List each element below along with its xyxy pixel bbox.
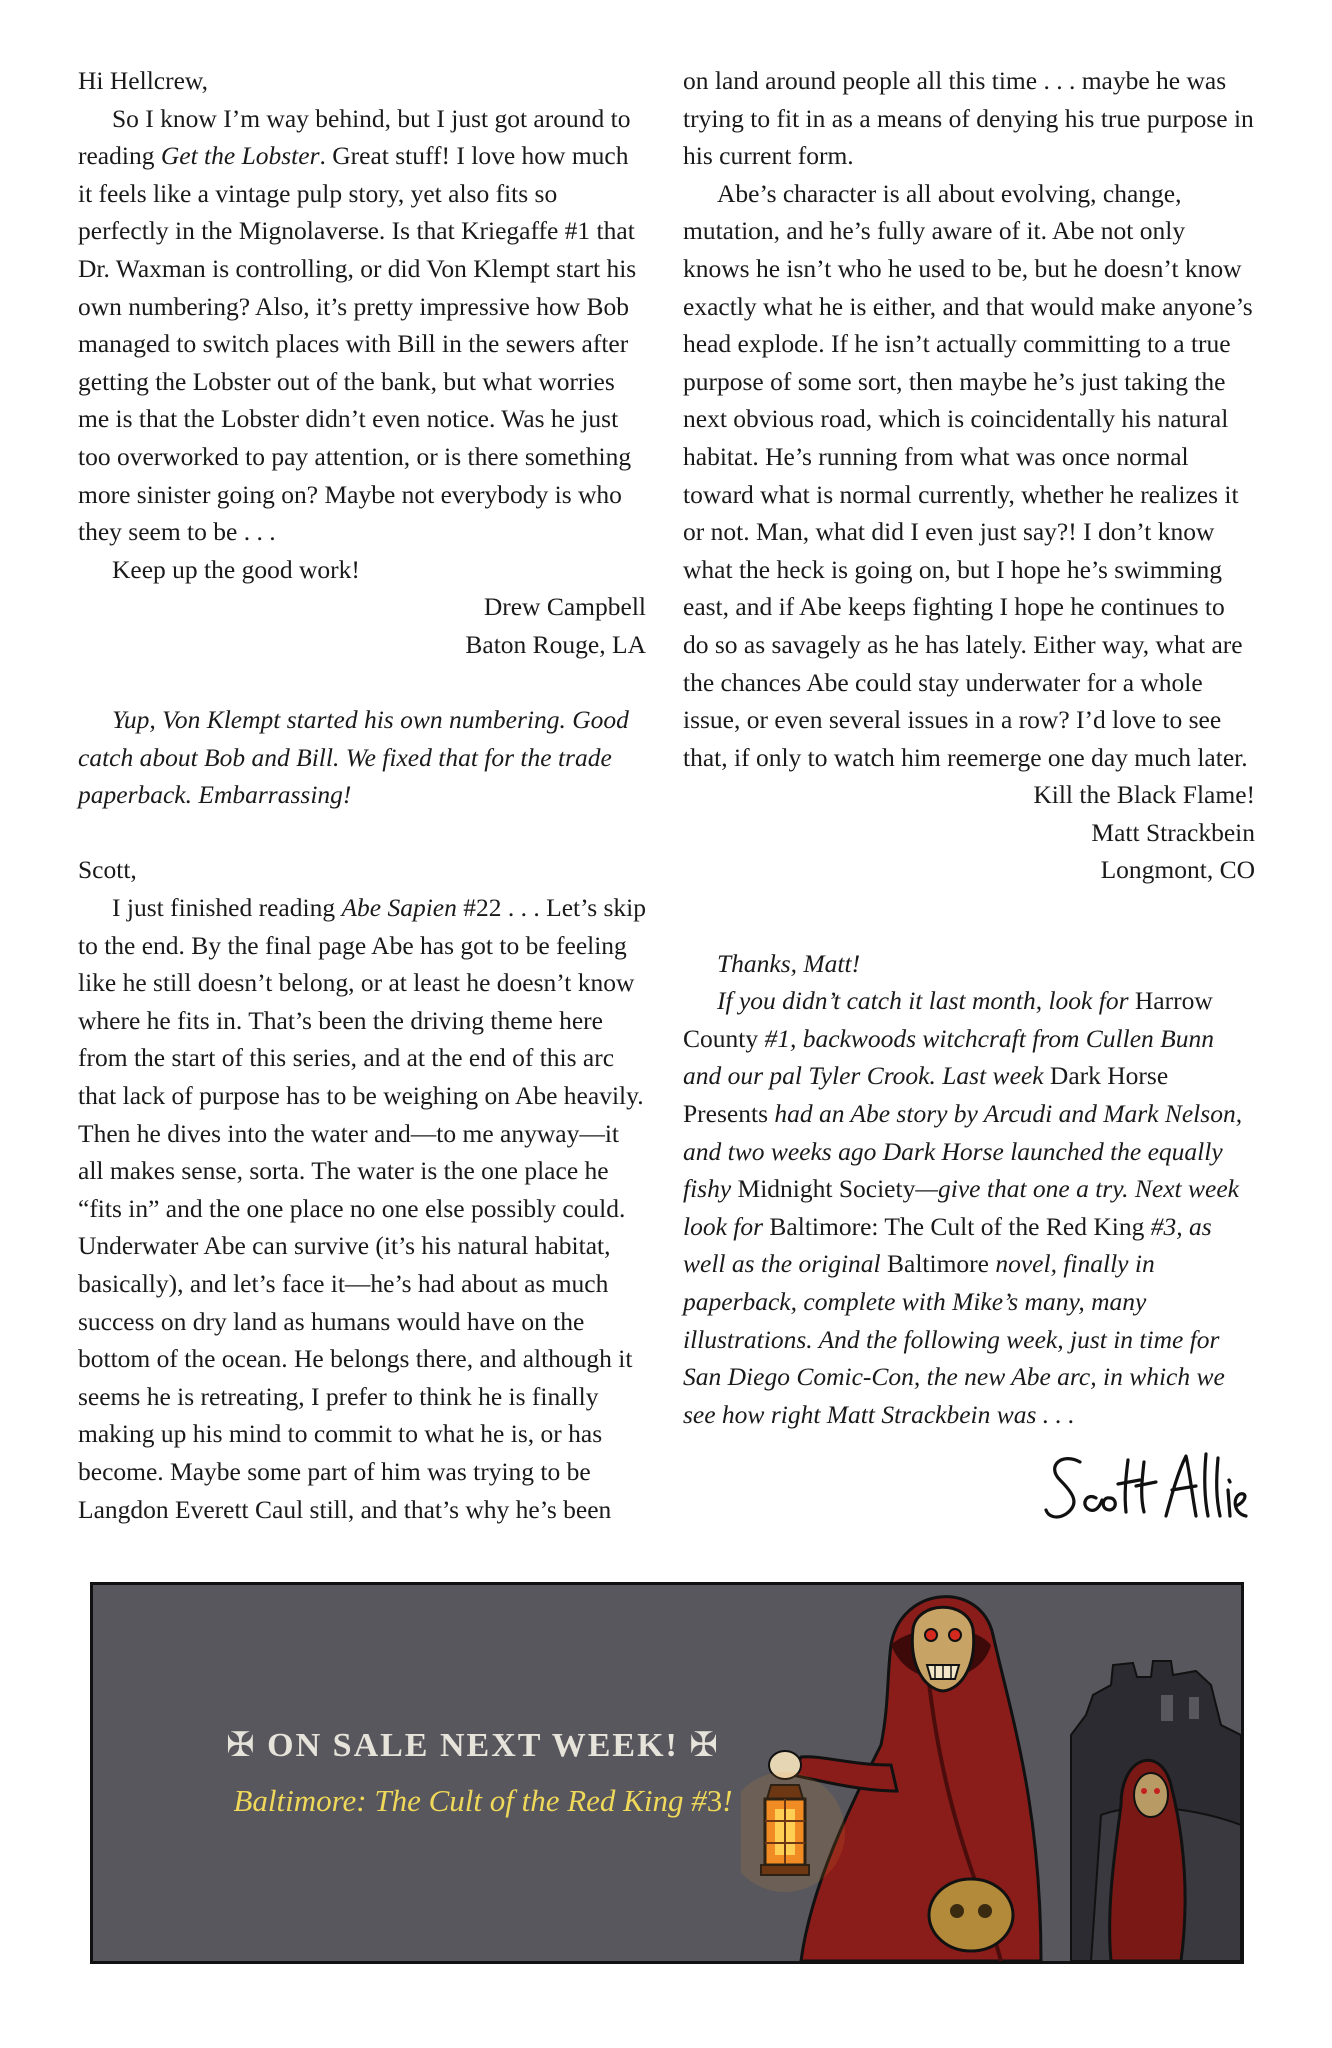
maltese-cross-icon: ✠ [226, 1727, 257, 1764]
comic-title: Dark Horse Presents [683, 1061, 1169, 1129]
letter1-body: So I know I’m way behind, but I just got around to reading Get the Lobster. Great stuff! I love how much it feels like a vintage pulp story, yet also fits so perfectly in the Mignolaverse. Is that Kriegaffe #1 that Dr. Waxman is controlling, or did Von Klempt start his own numbering? Also, it’s pretty impressive how Bob managed to switch places with Bill in the sewers after getting the Lobster out of the bank, but what worries me is that the Lobster didn’t even notice. Was he just too overworked to pay attention, or is there something more sinister going on? Maybe not everybody is who they seem to be . . . [78, 103, 637, 547]
maltese-cross-icon: ✠ [689, 1727, 720, 1764]
comic-title: Get the Lobster [160, 141, 320, 171]
comic-title: Baltimore: The Cult of the Red King [769, 1211, 1145, 1241]
letter2-paragraph-2: Abe’s character is all about evolving, change, mutation, and he’s fully aware of it. Abe not only knows he isn’t who he used to be, but he doesn’t know exactly what he is either, and that would make anyone’s head explode. If he isn’t actually committing to a true purpose of some sort, then maybe he’s just taking the next obvious road, which is coincidentally his natural habitat. He’s running from what was once normal toward what is normal currently, whether he realizes it or not. Man, what did I even just say?! I don’t know what the heck is going on, but I hope he’s swimming east, and if Abe keeps fighting I hope he continues to do so as savagely as he has lately. Either way, what are the chances Abe could stay underwater for a whole issue, or even several issues in a row? I’d love to see that, if only to watch him reemerge one day much later. [683, 178, 1253, 772]
editor-reply-2-thanks: Thanks, Matt! [717, 948, 861, 978]
letter2-closing: Kill the Black Flame! [1033, 780, 1255, 810]
letter2-author-location: Longmont, CO [1100, 855, 1255, 885]
editor-reply-2-body: If you didn’t catch it last month, look for Harrow County #1, backwoods witchcraft from Cullen Bunn and our pal Tyler Crook. Last week Dark Horse Presents had an Abe story by Arcudi and Mark Nelson, and two weeks ago Dark Horse launched the equally fishy Midnight Society—give that one a try. Next week look for Baltimore: The Cult of the Red King #3, as well as the original Baltimore novel, finally in paperback, complete with Mike’s many, many illustrations. And the following week, just in time for San Diego Comic-Con, the new Abe arc, in which we see how right Matt Strackbein was . . . [683, 986, 1243, 1429]
letter1-author-name: Drew Campbell [483, 592, 646, 622]
letters-column-right [683, 62, 1255, 1433]
letter1-greeting: Hi Hellcrew, [78, 66, 209, 95]
letter2-author-name: Matt Strackbein [1091, 817, 1255, 847]
letter1-closing: Keep up the good work! [112, 554, 360, 584]
comic-title: Harrow County [683, 986, 1213, 1053]
letter2-greeting: Scott, [78, 855, 137, 885]
letter2-paragraph-1-continued: on land around people all this time . . . maybe he was trying to fit in as a means of denying his true purpose in his current form. [683, 66, 1254, 171]
comic-title: Midnight Society [737, 1174, 916, 1204]
editor-signature [1040, 1440, 1250, 1540]
editor-reply-1: Yup, Von Klempt started his own numbering. Good catch about Bob and Bill. We fixed that for the trade paperback. Embarrassing! [78, 705, 629, 810]
promo-banner [90, 1582, 1244, 1964]
promo-subtitle: Baltimore: The Cult of the Red King #3! [233, 1783, 733, 1818]
promo-heading: ✠ ON SALE NEXT WEEK! ✠ [226, 1727, 720, 1764]
letters-column-left [78, 62, 646, 1528]
letter1-author-location: Baton Rouge, LA [465, 629, 646, 659]
comic-title: Baltimore [887, 1249, 989, 1279]
comic-title: Abe Sapien [341, 893, 457, 923]
letter2-paragraph-1-start: I just finished reading Abe Sapien #22 . . . Let’s skip to the end. By the final page Abe has got to be feeling like he still doesn’t belong, or at least he doesn’t know where he fits in. That’s been the driving theme here from the start of this series, and at the end of this arc that lack of purpose has to be weighing on Abe heavily. Then he dives into the water and—to me anyway—it all makes sense, sorta. The water is the one place he “fits in” and the one place no one else possibly could. Underwater Abe can survive (it’s his natural habitat, basically), and let’s face it—he’s had about as much success on dry land as humans would have on the bottom of the ocean. He belongs there, and although it seems he is retreating, I prefer to think he is finally making up his mind to commit to what he is, or has become. Maybe some part of him was trying to be Langdon Everett Caul still, and that’s why he’s been [78, 893, 647, 1524]
hooded-figures-illustration [741, 1585, 1241, 1961]
